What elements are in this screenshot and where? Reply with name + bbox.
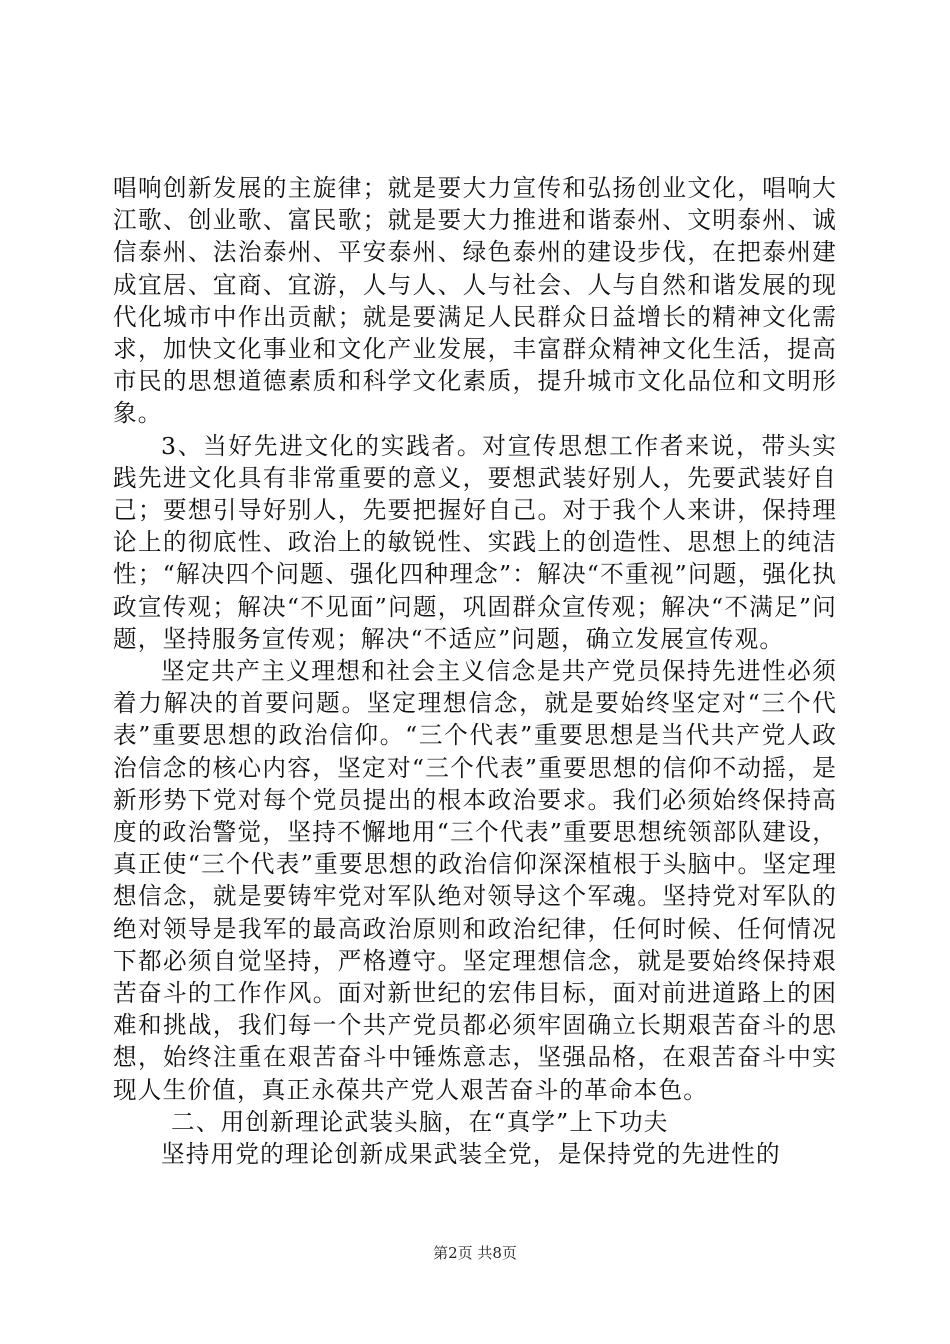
paragraph-continuation: 唱响创新发展的主旋律；就是要大力宣传和弘扬创业文化，唱响大江歌、创业歌、富民歌；就是要大力推进和谐泰州、文明泰州、诚信泰州、法治泰州、平安泰州、绿色泰州的建设步伐，在把泰州建成宜居、宜商、宜游，人与人、人与社会、人与自然和谐发展的现代化城市中作出贡献；就是要满足人民群众日益增长的精神文化需求，加快文化事业和文化产业发展，丰富群众精神文化生活，提高市民的思想道德素质和科学文化素质，提升城市文化品位和文明形象。 <box>113 174 837 428</box>
paragraph-item-3: 3、当好先进文化的实践者。对宣传思想工作者来说，带头实践先进文化具有非常重要的意义，要想武装好别人，先要武装好自己；要想引导好别人，先要把握好自己。对于我个人来讲，保持理论上的彻底性、政治上的敏锐性、实践上的创造性、思想上的纯洁性；“解决四个问题、强化四种理念”：解决“不重视”问题，强化执政宣传观；解决“不见面”问题，巩固群众宣传观；解决“不满足”问题，坚持服务宣传观；解决“不适应”问题，确立发展宣传观。 <box>113 431 837 653</box>
page-number-footer: 第2页 共8页 <box>433 1244 517 1262</box>
document-body <box>113 172 837 1170</box>
paragraph-theory-innovation: 坚持用党的理论创新成果武装全党，是保持党的先进性的 <box>161 1140 781 1169</box>
section-heading-two: 二、用创新理论武装头脑，在“真学”上下功夫 <box>171 1107 669 1136</box>
paragraph-ideals-beliefs: 坚定共产主义理想和社会主义信念是共产党员保持先进性必须着力解决的首要问题。坚定理想信念，就是要始终坚定对“三个代表”重要思想的政治信仰。“三个代表”重要思想是当代共产党人政治信念的核心内容，坚定对“三个代表”重要思想的信仰不动摇，是新形势下党对每个党员提出的根本政治要求。我们必须始终保持高度的政治警觉，坚持不懈地用“三个代表”重要思想统领部队建设，真正使“三个代表”重要思想的政治信仰深深植根于头脑中。坚定理想信念，就是要铸牢党对军队绝对领导这个军魂。坚持党对军队的绝对领导是我军的最高政治原则和政治纪律，任何时候、任何情况下都必须自觉坚持，严格遵守。坚定理想信念，就是要始终保持艰苦奋斗的工作作风。面对新世纪的宏伟目标，面对前进道路上的困难和挑战，我们每一个共产党员都必须牢固确立长期艰苦奋斗的思想，始终注重在艰苦奋斗中锤炼意志，坚强品格，在艰苦奋斗中实现人生价值，真正永葆共产党人艰苦奋斗的革命本色。 <box>113 657 837 1104</box>
